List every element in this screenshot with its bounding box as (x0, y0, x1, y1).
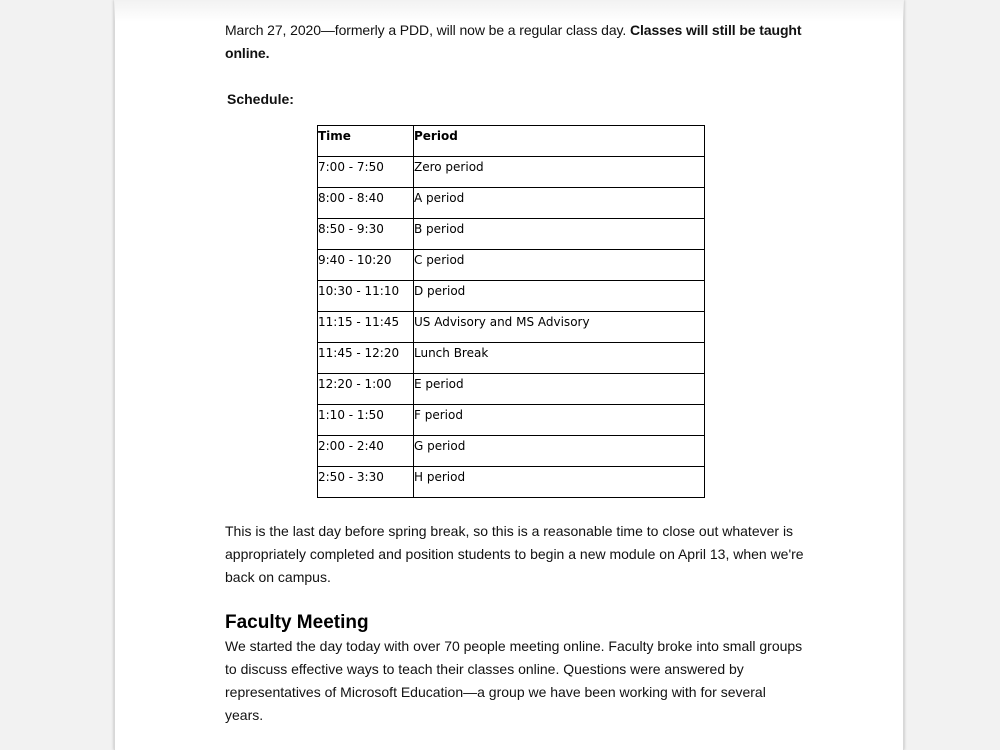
table-row (318, 405, 705, 436)
table-row (318, 467, 705, 498)
time-cell: 8:50 - 9:30 (318, 219, 414, 250)
table-row (318, 343, 705, 374)
period-cell: Zero period (414, 157, 705, 188)
time-cell: 1:10 - 1:50 (318, 405, 414, 436)
table-row (318, 436, 705, 467)
time-cell: 9:40 - 10:20 (318, 250, 414, 281)
schedule-header-row (318, 126, 705, 157)
header-period: Period (414, 126, 705, 157)
time-cell: 2:50 - 3:30 (318, 467, 414, 498)
faculty-meeting-paragraph: We started the day today with over 70 people meeting online. Faculty broke into small groups to discuss effective ways to teach their classes online. Questions were answered by representatives of Microsoft Education—a group we have been working with for several years. (225, 638, 803, 723)
period-cell: A period (414, 188, 705, 219)
period-cell: C period (414, 250, 705, 281)
faculty-meeting-heading: Faculty Meeting (225, 612, 369, 633)
table-row (318, 312, 705, 343)
header-time: Time (318, 126, 414, 157)
post-table-content (225, 520, 805, 727)
schedule-heading: Schedule: (227, 91, 294, 107)
time-cell: 12:20 - 1:00 (318, 374, 414, 405)
table-row (318, 157, 705, 188)
time-cell: 2:00 - 2:40 (318, 436, 414, 467)
table-row (318, 281, 705, 312)
period-cell: Lunch Break (414, 343, 705, 374)
spring-break-paragraph: This is the last day before spring break, so this is a reasonable time to close out whatever is appropriately completed and position students to begin a new module on April 13, when we're back on campus. (225, 523, 804, 585)
table-row (318, 374, 705, 405)
period-cell: B period (414, 219, 705, 250)
table-row (318, 250, 705, 281)
period-cell: E period (414, 374, 705, 405)
document-page (114, 0, 904, 750)
period-cell: G period (414, 436, 705, 467)
period-cell: H period (414, 467, 705, 498)
intro-text: March 27, 2020—formerly a PDD, will now be a regular class day. (225, 22, 630, 38)
period-cell: F period (414, 405, 705, 436)
period-cell: D period (414, 281, 705, 312)
time-cell: 11:45 - 12:20 (318, 343, 414, 374)
document-body (225, 19, 805, 111)
period-cell: US Advisory and MS Advisory (414, 312, 705, 343)
table-row (318, 188, 705, 219)
time-cell: 7:00 - 7:50 (318, 157, 414, 188)
intro-paragraph (225, 19, 805, 65)
time-cell: 10:30 - 11:10 (318, 281, 414, 312)
table-row (318, 219, 705, 250)
time-cell: 8:00 - 8:40 (318, 188, 414, 219)
schedule-table (317, 125, 705, 498)
time-cell: 11:15 - 11:45 (318, 312, 414, 343)
intro-bold-text: Classes will still be taught online. (225, 22, 802, 61)
